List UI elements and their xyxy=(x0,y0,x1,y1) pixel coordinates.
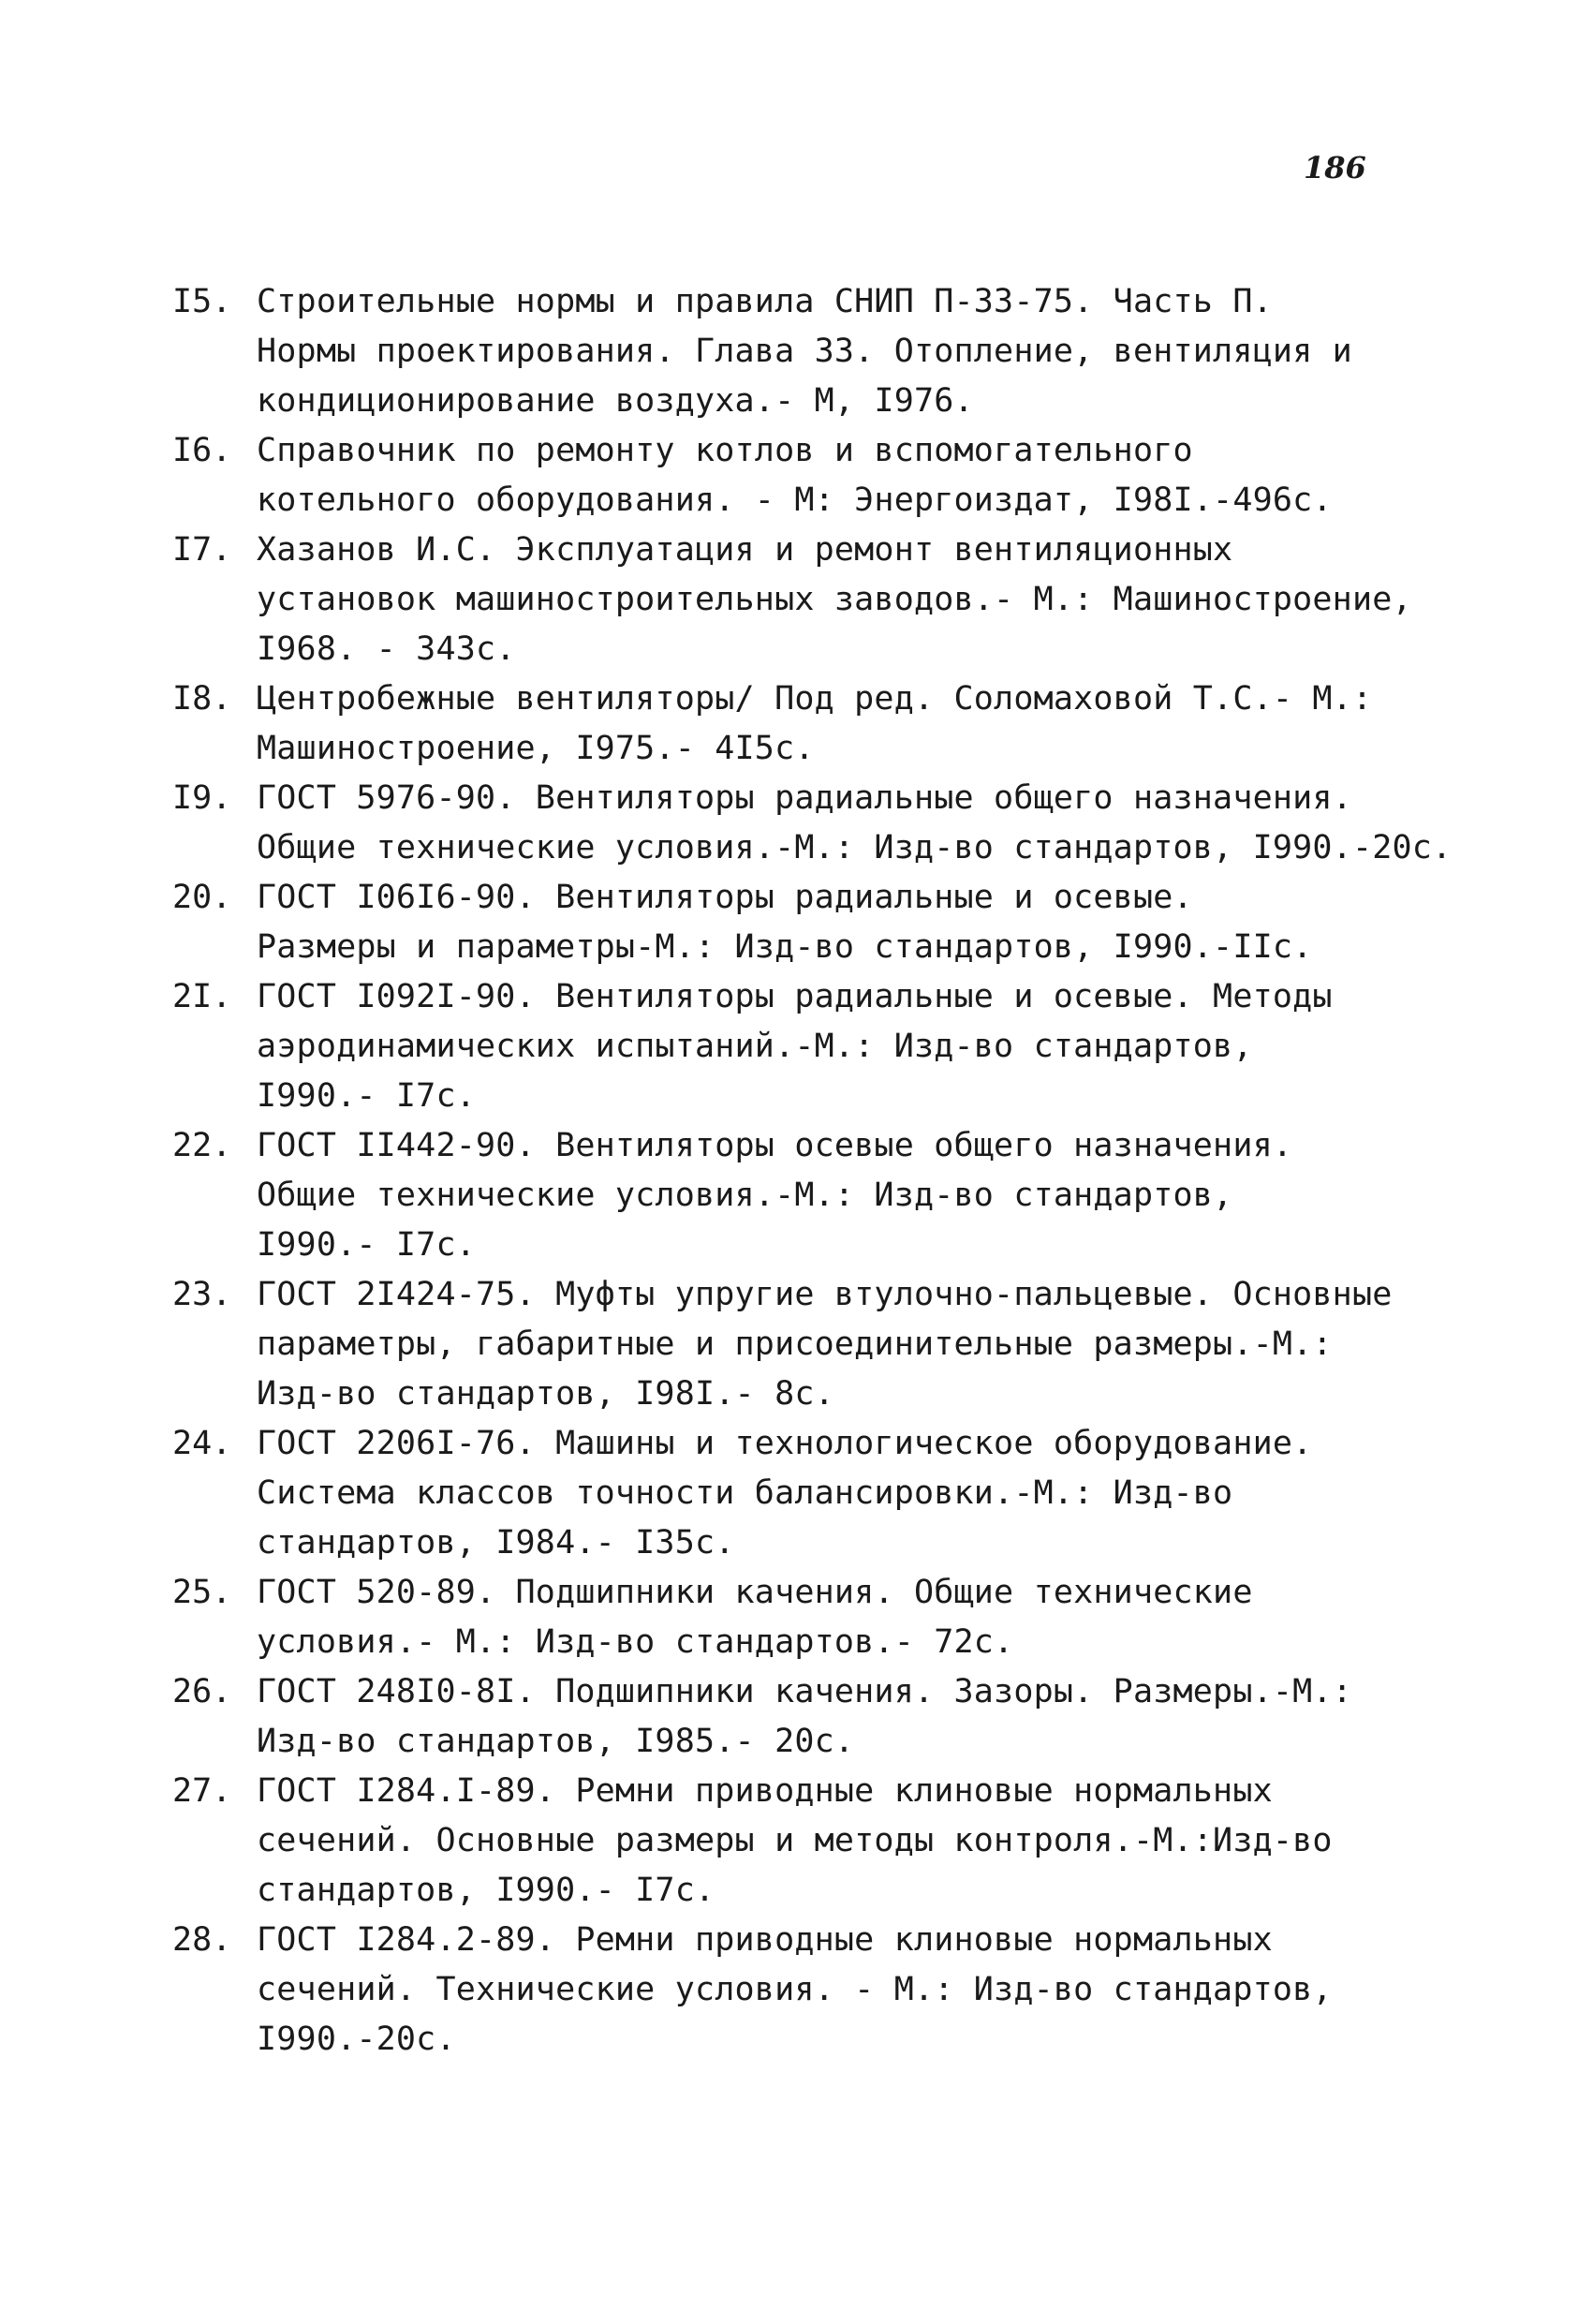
reference-line: ГОСТ 5976-90. Вентиляторы радиальные общего назначения. xyxy=(257,779,1352,817)
reference-text xyxy=(257,426,1502,525)
reference-text xyxy=(257,774,1502,873)
reference-item xyxy=(172,774,1502,873)
reference-line: Размеры и параметры-М.: Изд-во стандартов, I990.-IIс. xyxy=(257,928,1313,966)
reference-text xyxy=(257,972,1502,1121)
reference-line: Общие технические условия.-М.: Изд-во стандартов, xyxy=(257,1177,1233,1214)
reference-line: установок машиностроительных заводов.- М.: Машиностроение, xyxy=(257,581,1412,618)
reference-text xyxy=(257,1270,1502,1419)
reference-number: I6. xyxy=(172,432,232,469)
reference-line: ГОСТ I06I6-90. Вентиляторы радиальные и осевые. xyxy=(257,879,1193,916)
reference-item xyxy=(172,674,1502,774)
reference-line: I968. - 343с. xyxy=(257,630,516,668)
reference-line: ГОСТ 248I0-8I. Подшипники качения. Зазоры. Размеры.-М.: xyxy=(257,1673,1352,1710)
reference-text xyxy=(257,674,1502,774)
reference-line: параметры, габаритные и присоединительные размеры.-М.: xyxy=(257,1325,1333,1363)
reference-text xyxy=(257,525,1502,674)
reference-line: стандартов, I990.- I7с. xyxy=(257,1872,715,1909)
reference-item xyxy=(172,873,1502,972)
reference-line: Машиностроение, I975.- 4I5с. xyxy=(257,730,815,767)
reference-line: стандартов, I984.- I35с. xyxy=(257,1524,735,1562)
reference-line: условия.- М.: Изд-во стандартов.- 72с. xyxy=(257,1623,1014,1661)
reference-item xyxy=(172,1667,1502,1767)
reference-number: 22. xyxy=(172,1127,232,1164)
reference-line: аэродинамических испытаний.-М.: Изд-во стандартов, xyxy=(257,1028,1253,1065)
reference-item xyxy=(172,277,1502,426)
reference-line: ГОСТ II442-90. Вентиляторы осевые общего назначения. xyxy=(257,1127,1293,1164)
reference-number: 20. xyxy=(172,879,232,916)
reference-text xyxy=(257,873,1502,972)
reference-line: I990.- I7с. xyxy=(257,1077,476,1115)
reference-text xyxy=(257,1419,1502,1568)
reference-number: 25. xyxy=(172,1574,232,1611)
reference-number: 26. xyxy=(172,1673,232,1710)
reference-line: ГОСТ 2206I-76. Машины и технологическое оборудование. xyxy=(257,1425,1313,1462)
reference-line: Центробежные вентиляторы/ Под ред. Соломаховой Т.С.- М.: xyxy=(257,680,1373,718)
reference-text xyxy=(257,1767,1502,1916)
reference-line: Строительные нормы и правила СНИП П-33-75. Часть П. xyxy=(257,283,1273,320)
reference-line: котельного оборудования. - М: Энергоиздат, I98I.-496с. xyxy=(257,481,1333,519)
reference-number: 2I. xyxy=(172,978,232,1015)
reference-item xyxy=(172,1121,1502,1270)
reference-line: кондиционирование воздуха.- М, I976. xyxy=(257,382,974,420)
reference-text xyxy=(257,1121,1502,1270)
reference-item xyxy=(172,426,1502,525)
reference-line: ГОСТ I092I-90. Вентиляторы радиальные и осевые. Методы xyxy=(257,978,1333,1015)
reference-number: I5. xyxy=(172,283,232,320)
reference-item xyxy=(172,1270,1502,1419)
reference-item xyxy=(172,972,1502,1121)
reference-number: 28. xyxy=(172,1921,232,1959)
reference-number: I7. xyxy=(172,531,232,569)
reference-number: 27. xyxy=(172,1772,232,1810)
reference-line: Справочник по ремонту котлов и вспомогательного xyxy=(257,432,1193,469)
reference-text xyxy=(257,1568,1502,1667)
reference-line: Общие технические условия.-М.: Изд-во стандартов, I990.-20с. xyxy=(257,829,1453,866)
reference-line: Нормы проектирования. Глава 33. Отопление, вентиляция и xyxy=(257,333,1352,370)
reference-line: ГОСТ I284.I-89. Ремни приводные клиновые нормальных xyxy=(257,1772,1273,1810)
reference-line: сечений. Технические условия. - М.: Изд-во стандартов, xyxy=(257,1971,1333,2008)
reference-number: 23. xyxy=(172,1276,232,1313)
reference-line: ГОСТ 2I424-75. Муфты упругие втулочно-пальцевые. Основные xyxy=(257,1276,1393,1313)
reference-text xyxy=(257,1667,1502,1767)
reference-number: I8. xyxy=(172,680,232,718)
reference-line: I990.-20с. xyxy=(257,2021,456,2058)
reference-line: Хазанов И.С. Эксплуатация и ремонт вентиляционных xyxy=(257,531,1233,569)
reference-list xyxy=(172,277,1502,2065)
reference-line: ГОСТ 520-89. Подшипники качения. Общие технические xyxy=(257,1574,1253,1611)
reference-text xyxy=(257,1916,1502,2065)
reference-text xyxy=(257,277,1502,426)
reference-item xyxy=(172,1916,1502,2065)
reference-line: сечений. Основные размеры и методы контроля.-М.:Изд-во xyxy=(257,1822,1333,1859)
reference-line: I990.- I7с. xyxy=(257,1226,476,1264)
reference-item xyxy=(172,1568,1502,1667)
reference-number: 24. xyxy=(172,1425,232,1462)
reference-line: Система классов точности балансировки.-М.: Изд-во xyxy=(257,1474,1233,1512)
reference-number: I9. xyxy=(172,779,232,817)
page-number: 186 xyxy=(1304,150,1366,185)
reference-line: ГОСТ I284.2-89. Ремни приводные клиновые нормальных xyxy=(257,1921,1273,1959)
reference-item xyxy=(172,1767,1502,1916)
reference-item xyxy=(172,1419,1502,1568)
reference-line: Изд-во стандартов, I98I.- 8с. xyxy=(257,1375,834,1413)
reference-item xyxy=(172,525,1502,674)
reference-line: Изд-во стандартов, I985.- 20с. xyxy=(257,1723,855,1760)
